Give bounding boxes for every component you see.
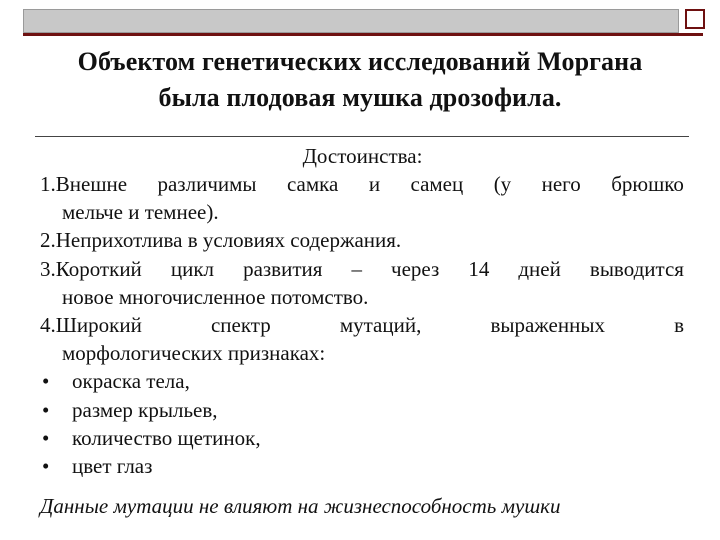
item-4-words: 4.Широкий спектр мутаций, выраженных в [40,312,684,337]
list-item-3-line-2: новое многочисленное потомство. [62,284,369,309]
bullet-text: размер крыльев, [72,397,218,422]
bullet-item [40,396,684,424]
title-line-1: Объектом генетических исследований Моргана [77,47,643,76]
corner-square-decoration [685,9,705,29]
list-item-3-line-1 [40,255,684,283]
bullet-item [40,367,684,395]
bullet-icon: • [42,369,50,394]
list-item-4-line-1 [40,311,684,339]
list-item-4-line-2: морфологических признаках: [62,341,326,366]
list-item-1-line-1 [40,170,684,198]
item-1-words: 1.Внешне различимы самка и самец (у него брюшко [40,172,684,196]
bullet-text: окраска тела, [72,369,190,394]
subheading: Достоинства: [302,144,423,168]
bullet-item [40,452,684,480]
bullet-text: количество щетинок, [72,425,261,450]
header-bar [23,9,679,33]
bullet-item [40,424,684,452]
header-rule [23,33,703,36]
divider [35,136,689,137]
footer-note: Данные мутации не влияют на жизнеспособность мушки [40,494,561,518]
list-item-1-line-2: мельче и темнее). [62,200,219,225]
item-3-words: 3.Короткий цикл развития – через 14 дней выводится [40,256,684,281]
title-line-2: была плодовая мушка дрозофила. [158,83,562,112]
bullet-icon: • [42,425,50,450]
bullet-icon: • [42,397,50,422]
bullet-icon: • [42,453,50,478]
slide-title [50,44,670,116]
bullet-text: цвет глаз [72,453,153,478]
list-item-2: 2.Неприхотлива в условиях содержания. [40,228,402,253]
advantages-list [40,170,684,480]
